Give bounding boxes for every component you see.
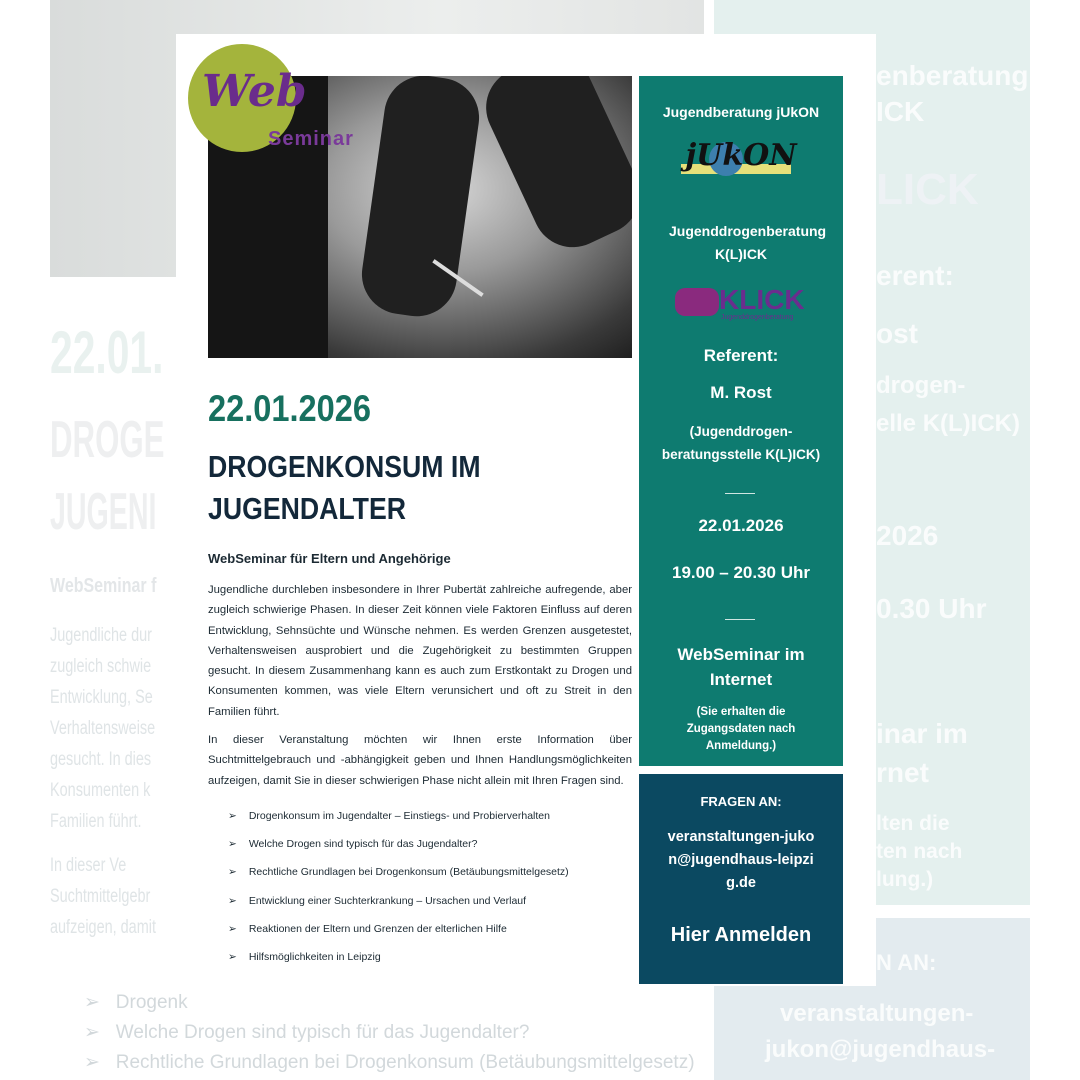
intro-paragraph-2: In dieser Veranstaltung möchten wir Ihnen erste Information über Suchtmittelgebrauch und -abhängigkeit geben und Ihnen Handlungsmöglichkeiten aufzeigen, damit Sie in dieser schwierigen Phase nicht allein mit Ihren Fragen sind. [208, 734, 632, 787]
referent-org: (Jugenddrogen-beratungsstelle K(L)ICK) [661, 424, 821, 462]
divider [725, 493, 755, 494]
bg-headline: DROGE [50, 411, 165, 469]
arrow-bullet-icon: ➢ [228, 866, 237, 879]
arrow-bullet-icon: ➢ [228, 894, 237, 907]
bg-headline: JUGENI [50, 483, 157, 541]
flyer [176, 34, 876, 986]
event-date: 22.01.2026 [208, 388, 371, 429]
arrow-bullet-icon: ➢ [228, 950, 237, 963]
register-link[interactable]: Hier Anmelden [670, 924, 812, 946]
list-item: ➢ Reaktionen der Eltern und Grenzen der elterlichen Hilfe [228, 923, 569, 951]
arrow-bullet-icon: ➢ [228, 922, 237, 935]
event-location: WebSeminar im Internet [677, 645, 805, 689]
list-item: ➢ Welche Drogen sind typisch für das Jugendalter? [228, 838, 569, 866]
event-title: DROGENKONSUM IM JUGENDALTER [208, 449, 481, 526]
list-item: ➢ Rechtliche Grundlagen bei Drogenkonsum (Betäubungsmittelgesetz) [228, 866, 569, 894]
list-item: ➢ Hilfsmöglichkeiten in Leipzig [228, 951, 569, 979]
location-note: (Sie erhalten die Zugangsdaten nach Anmeldung.) [686, 706, 796, 752]
questions-label: FRAGEN AN: [700, 794, 782, 809]
org2-name: Jugenddrogenberatung K(L)ICK [669, 223, 827, 262]
org1-name: Jugendberatung jUkON [662, 104, 820, 120]
klick-logo: KLICK Jugenddrogenberatung [639, 284, 843, 324]
referent-name: M. Rost [710, 383, 772, 402]
sidebar-date: 22.01.2026 [698, 516, 784, 535]
event-subtitle: WebSeminar für Eltern und Angehörige [208, 551, 451, 566]
bg-paragraph2: In dieser Ve Suchtmittelgebr aufzeigen, damit [50, 855, 156, 938]
background-enlarged-flyer: 22.01. DROGE JUGENI WebSeminar f Jugendliche dur zugleich schwie Entwicklung, Se Verhaltensweise gesucht. In dies Konsumenten k Familien führt. In dieser Ve Suchtmittelgebr aufzeigen, damit ➢ Drogenk ➢ Welche Drogen sind typisch für das Jugendalter? ➢ Rechtliche Grundlagen bei Drogenkonsum (Betäubungsmittelgesetz) enberatung ICK LICK erent: ost drogen- elle K(L)ICK) 2026 0.30 Uhr inar im rnet lten die ten nach lung.) N AN: veranstaltungen- jukon@jugendhaus- [0, 0, 1080, 1080]
list-item: ➢ Drogenkonsum im Jugendalter – Einstiegs- und Probierverhalten [228, 810, 569, 838]
bg-list: ➢ Drogenk ➢ Welche Drogen sind typisch für das Jugendalter? ➢ Rechtliche Grundlagen bei Drogenkonsum (Betäubungsmittelgesetz) [84, 992, 695, 1073]
event-time: 19.00 – 20.30 Uhr [672, 563, 810, 582]
jukon-logo: jUkON [639, 134, 843, 186]
intro-paragraph: Jugendliche durchleben insbesondere in Ihrer Pubertät zahlreiche aufregende, aber zugleich schwierige Phasen. In dieser Zeit können viele Faktoren Einfluss auf deren Entwicklung, Sehnsüchte und Wünsche nehmen. Es werden Grenzen ausgetestet, Verhaltensweisen ausprobiert und die Zugehörigkeit zu bestimmten Gruppen gesucht. In diesem Zusammenhang kann es auch zum Erstkontakt zu Drogen und Konsumenten kommen, was viele Eltern verunsichert und oft zu Streit in den Familien führt. [208, 584, 632, 718]
referent-label: Referent: [703, 346, 779, 365]
info-panel [639, 76, 843, 766]
divider [725, 619, 755, 620]
webseminar-logo: Web Seminar [188, 44, 296, 152]
arrow-bullet-icon: ➢ [228, 810, 237, 822]
list-item: ➢ Entwicklung einer Suchterkrankung – Ursachen und Verlauf [228, 895, 569, 923]
bg-paragraph: Jugendliche dur zugleich schwie Entwicklung, Se Verhaltensweise gesucht. In dies Konsumenten k Familien führt. [50, 625, 156, 832]
bg-date: 22.01. [50, 319, 164, 386]
contact-panel [639, 774, 843, 984]
contact-email-link[interactable]: veranstaltungen-jukon@jugendhaus-leipzig.de [667, 829, 815, 891]
bg-subtitle: WebSeminar f [50, 575, 157, 597]
topic-list [228, 810, 569, 979]
arrow-bullet-icon: ➢ [228, 838, 237, 851]
